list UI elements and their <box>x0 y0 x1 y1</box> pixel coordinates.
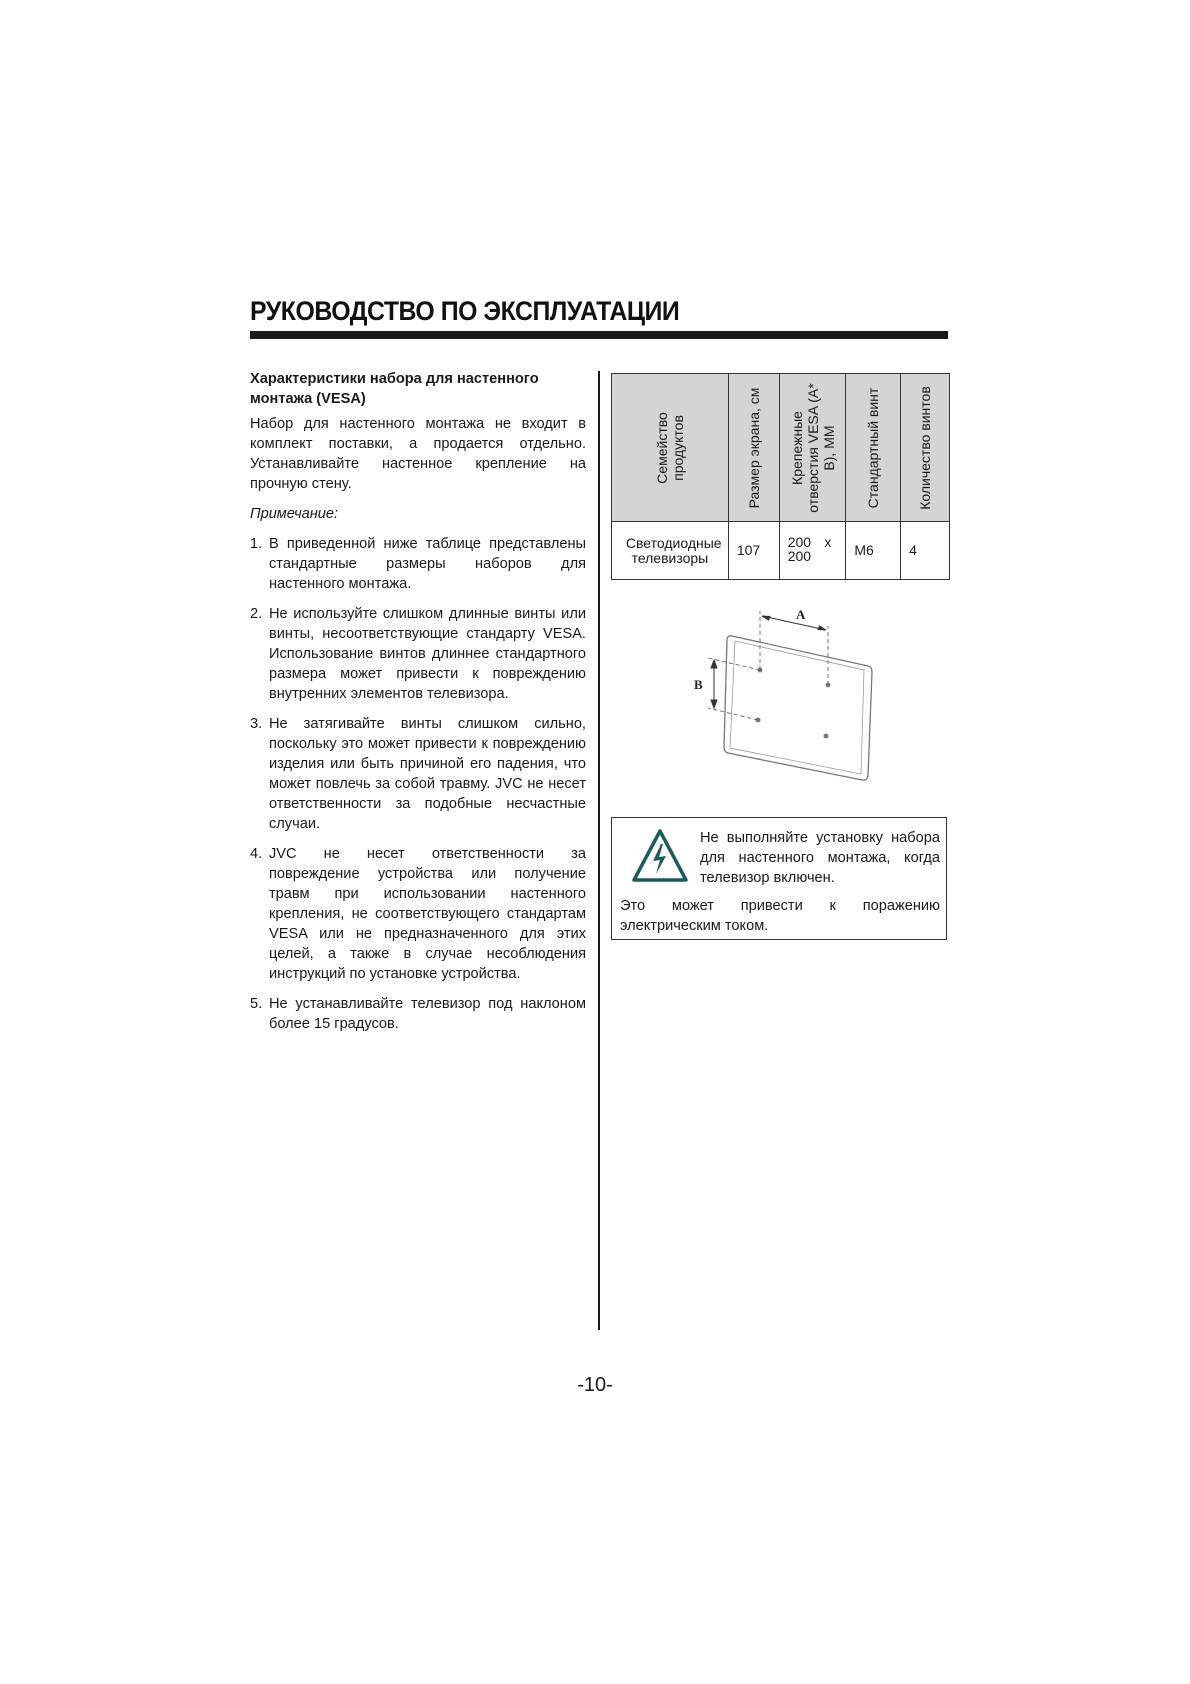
vesa-spec-table <box>611 373 950 580</box>
dimension-label-b: B <box>694 677 703 692</box>
intro-paragraph: Набор для настенного монтажа не входит в комплект поставки, а продается отдельно. Устанавливайте настенное крепление на прочную стену. <box>250 416 586 492</box>
list-item-number: 1. <box>250 536 263 552</box>
notes-list <box>250 534 586 1034</box>
header-standard-screw: Стандартный винт <box>865 387 882 508</box>
list-item <box>250 534 586 594</box>
page-title: РУКОВОДСТВО ПО ЭКСПЛУАТАЦИИ <box>250 296 680 326</box>
list-item-text: В приведенной ниже таблице представлены стандартные размеры наборов для настенного монтажа. <box>269 536 586 592</box>
list-item-number: 5. <box>250 996 263 1012</box>
note-heading: Примечание: <box>250 506 339 522</box>
table-row <box>612 522 950 580</box>
table-header-cell <box>779 374 846 522</box>
list-item <box>250 844 586 984</box>
page-number: -10- <box>577 1374 613 1396</box>
header-family: Семейство продуктов <box>653 411 686 484</box>
list-item <box>250 714 586 834</box>
section-title <box>250 369 586 409</box>
left-column <box>250 369 586 1044</box>
list-item <box>250 604 586 704</box>
warning-text: Не выполняйте установку набора для настенного монтажа, когда телевизор включен. <box>700 830 940 886</box>
header-vesa-holes: Крепежные отверстия VESA (A* B), ММ <box>788 382 837 513</box>
table-header-cell <box>846 374 901 522</box>
list-item-number: 3. <box>250 716 263 732</box>
vesa-a-value: 200 <box>787 534 812 550</box>
dimension-label-a: A <box>796 608 806 622</box>
warning-consequence-text: Это может привести к поражению электрическим током. <box>620 898 940 934</box>
list-item-number: 2. <box>250 606 263 622</box>
warning-box <box>611 817 947 940</box>
header-screw-count: Количество винтов <box>917 385 934 510</box>
list-item-number: 4. <box>250 846 263 862</box>
table-header-row <box>612 374 950 522</box>
list-item <box>250 994 586 1034</box>
section-title-line-1: Характеристики набора для настенного <box>250 371 539 387</box>
section-title-line-2: монтажа (VESA) <box>250 391 366 407</box>
cell-screw-count: 4 <box>901 522 950 580</box>
list-item-text: Не используйте слишком длинные винты или винты, несоответствующие стандарту VESA. Использование винтов длиннее стандартного размера может привести к повреждению внутренних элементов телевизора. <box>269 606 586 702</box>
cell-screw: M6 <box>846 522 901 580</box>
electric-shock-warning-icon <box>632 828 688 884</box>
list-item-text: JVC не несет ответственности за повреждение устройства или получение травм при использовании настенного крепления, не соответствующего стандартам VESA или не предназначенного для этих целей, а также в случае несоблюдения инструкций по установке устройства. <box>269 846 586 982</box>
vesa-b-value: 200 <box>787 548 812 564</box>
cell-screen-size: 107 <box>728 522 779 580</box>
header-screen-size: Размер экрана, см <box>745 387 762 508</box>
table-header-cell <box>728 374 779 522</box>
list-item-text: Не устанавливайте телевизор под наклоном более 15 градусов. <box>269 996 586 1032</box>
cell-family: Светодиодные телевизоры <box>612 522 729 580</box>
tv-mounting-diagram <box>690 608 900 788</box>
column-divider <box>598 371 600 1330</box>
vesa-times-sign: x <box>824 534 832 550</box>
table-header-cell <box>901 374 950 522</box>
table-header-cell <box>612 374 729 522</box>
list-item-text: Не затягивайте винты слишком сильно, поскольку это может привести к повреждению изделия или быть причиной его падения, что может повлечь за собой травму. JVC не несет ответственности за подобные несчастные случаи. <box>269 716 586 832</box>
header-rule <box>250 331 948 339</box>
cell-vesa <box>779 522 846 580</box>
